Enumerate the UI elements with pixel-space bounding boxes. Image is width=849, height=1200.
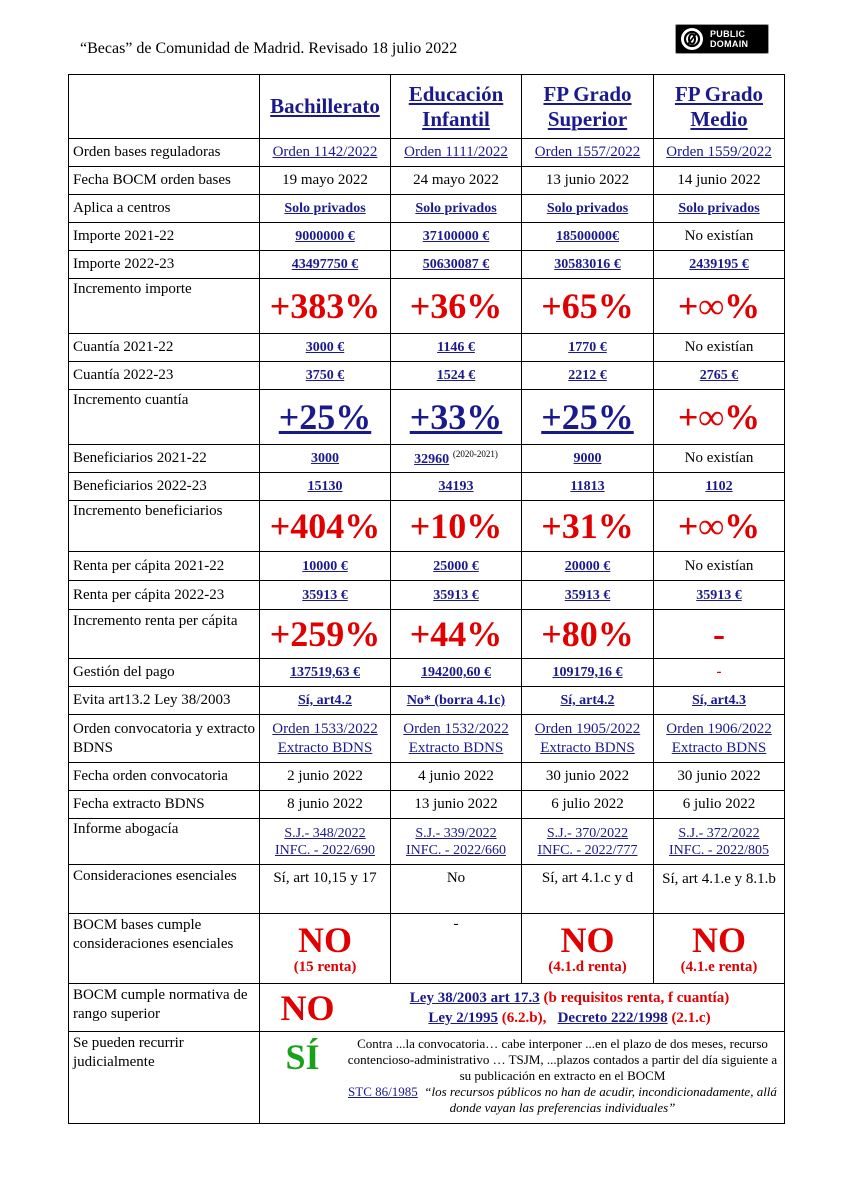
becas-table	[68, 74, 785, 1124]
col-header-bachillerato[interactable]: Bachillerato	[260, 75, 391, 139]
importe-link[interactable]: 30583016 €	[554, 257, 621, 272]
table-row	[69, 715, 785, 763]
row-label: Aplica a centros	[69, 195, 260, 223]
beneficiarios-link[interactable]: 1102	[705, 479, 733, 494]
row-label: Incremento renta per cápita	[69, 610, 260, 659]
infc-link[interactable]: INFC. - 2022/660	[406, 842, 506, 858]
cell-value: 30 junio 2022	[522, 763, 654, 791]
cuantia-link[interactable]: 1146 €	[437, 340, 475, 355]
cell-value: 8 junio 2022	[260, 791, 391, 819]
renta-link[interactable]: 35913 €	[696, 587, 742, 603]
verdict-no: NO	[692, 920, 746, 960]
infc-link[interactable]: INFC. - 2022/777	[537, 842, 638, 858]
cell-value: 14 junio 2022	[654, 167, 785, 195]
evita-link[interactable]: Sí, art4.2	[297, 693, 353, 708]
extracto-bdns-link[interactable]: Extracto BDNS	[277, 739, 373, 756]
ley-38-note: (b requisitos renta, f cuantía)	[543, 989, 730, 1006]
recurso-text: Contra ...la convocatoria… cabe interponer ...en el plazo de dos meses, recurso contencioso-administrativo … TSJM, ...plazos contados a partir del día siguiente a su publicación en extracto en el BOCM	[347, 1036, 778, 1083]
beneficiarios-link[interactable]: 11813	[570, 479, 605, 494]
row-label: Cuantía 2021-22	[69, 334, 260, 362]
importe-link[interactable]: 2439195 €	[689, 257, 749, 272]
beneficiarios-link[interactable]: 32960	[414, 452, 450, 467]
table-row	[69, 610, 785, 659]
beneficiarios-link[interactable]: 15130	[307, 479, 343, 494]
increment-value: +44%	[409, 614, 503, 654]
row-label: Consideraciones esenciales	[69, 865, 260, 914]
table-row	[69, 279, 785, 334]
orden-convocatoria-link[interactable]: Orden 1906/2022	[666, 720, 772, 737]
aplica-link[interactable]: Solo privados	[284, 201, 366, 216]
verdict-note: (4.1.d renta)	[548, 959, 627, 975]
col-header-fp-superior[interactable]: FP Grado Superior	[522, 75, 654, 139]
table-row	[69, 581, 785, 610]
row-label: Orden convocatoria y extracto BDNS	[69, 715, 260, 763]
evita-link[interactable]: Sí, art4.2	[560, 693, 615, 708]
gestion-value: -	[716, 664, 722, 680]
row-label: Fecha orden convocatoria	[69, 763, 260, 791]
cuantia-link[interactable]: 1524 €	[436, 368, 476, 383]
table-row	[69, 984, 785, 1032]
row-label: Incremento cuantía	[69, 390, 260, 445]
aplica-link[interactable]: Solo privados	[546, 201, 629, 216]
cell-value: Sí, art 4.1.c y d	[522, 865, 654, 914]
table-row	[69, 501, 785, 552]
cuantia-link[interactable]: 1770 €	[568, 340, 607, 355]
table-row	[69, 167, 785, 195]
sj-link[interactable]: S.J.- 348/2022	[284, 825, 366, 841]
cell-value: No existían	[654, 552, 785, 581]
period-note: (2020-2021)	[452, 449, 498, 459]
table-row	[69, 659, 785, 687]
ley-38-2003-link[interactable]: Ley 38/2003 art 17.3	[409, 989, 540, 1006]
cell-value: 30 junio 2022	[654, 763, 785, 791]
extracto-bdns-link[interactable]: Extracto BDNS	[540, 739, 635, 756]
row-label: Orden bases reguladoras	[69, 139, 260, 167]
importe-link[interactable]: 50630087 €	[422, 257, 490, 272]
row-label: Beneficiarios 2021-22	[69, 445, 260, 473]
verdict-no: NO	[280, 987, 335, 1028]
stc-quote: “los recursos públicos no han de acudir, incondicionadamente, allá donde vayan las preferencias individuales”	[424, 1084, 777, 1115]
row-label: Evita art13.2 Ley 38/2003	[69, 687, 260, 715]
increment-value: +∞%	[677, 286, 761, 326]
increment-value: +65%	[541, 286, 634, 326]
increment-value: +383%	[269, 286, 381, 326]
stc-86-1985-link[interactable]: STC 86/1985	[348, 1084, 418, 1099]
cell-value: 13 junio 2022	[391, 791, 522, 819]
increment-value: +∞%	[677, 506, 761, 546]
cell-value: No existían	[654, 223, 785, 251]
orden-convocatoria-link[interactable]: Orden 1532/2022	[403, 720, 509, 737]
table-row	[69, 791, 785, 819]
cell-value: 6 julio 2022	[522, 791, 654, 819]
orden-convocatoria-link[interactable]: Orden 1905/2022	[534, 720, 641, 737]
row-label: Fecha BOCM orden bases	[69, 167, 260, 195]
public-domain-icon	[681, 28, 703, 50]
table-row	[69, 362, 785, 390]
verdict-note: (15 renta)	[293, 959, 357, 975]
cuantia-link[interactable]: 3000 €	[305, 340, 345, 355]
table-row	[69, 865, 785, 914]
extracto-bdns-link[interactable]: Extracto BDNS	[408, 739, 504, 756]
aplica-link[interactable]: Solo privados	[415, 201, 497, 216]
page-title: “Becas” de Comunidad de Madrid. Revisado 18 julio 2022	[80, 40, 458, 57]
orden-convocatoria-link[interactable]: Orden 1533/2022	[272, 720, 378, 737]
row-label: Incremento beneficiarios	[69, 501, 260, 552]
cell-value: No existían	[654, 445, 785, 473]
extracto-bdns-link[interactable]: Extracto BDNS	[671, 739, 767, 756]
row-label: BOCM cumple normativa de rango superior	[69, 984, 260, 1032]
row-label: Beneficiarios 2022-23	[69, 473, 260, 501]
increment-value: +259%	[269, 614, 381, 654]
gestion-link[interactable]: 137519,63 €	[290, 665, 360, 680]
row-label: Incremento importe	[69, 279, 260, 334]
cell-value: 4 junio 2022	[391, 763, 522, 791]
verdict-no: NO	[298, 920, 352, 960]
verdict-no: NO	[560, 920, 615, 960]
header-row	[69, 75, 785, 139]
table-row	[69, 763, 785, 791]
row-label: Gestión del pago	[69, 659, 260, 687]
increment-link[interactable]: +25%	[278, 397, 372, 437]
cell-value: -	[391, 914, 522, 984]
increment-value: +∞%	[677, 397, 761, 437]
importe-link[interactable]: 18500000€	[556, 229, 619, 244]
aplica-link[interactable]: Solo privados	[678, 201, 760, 216]
row-label: Importe 2021-22	[69, 223, 260, 251]
cuantia-link[interactable]: 2212 €	[568, 368, 607, 383]
cell-value: 13 junio 2022	[522, 167, 654, 195]
cell-value: No existían	[654, 334, 785, 362]
increment-value: +10%	[409, 506, 503, 546]
beneficiarios-link[interactable]: 34193	[438, 479, 474, 494]
public-domain-label: PUBLIC DOMAIN	[710, 29, 749, 49]
sj-link[interactable]: S.J.- 372/2022	[678, 825, 760, 841]
row-label: Fecha extracto BDNS	[69, 791, 260, 819]
row-label: BOCM bases cumple consideraciones esenciales	[69, 914, 260, 984]
renta-link[interactable]: 10000 €	[302, 558, 348, 574]
table-row	[69, 334, 785, 362]
renta-link[interactable]: 25000 €	[433, 558, 479, 574]
public-domain-badge[interactable]	[675, 24, 769, 54]
infc-link[interactable]: INFC. - 2022/690	[275, 842, 375, 858]
cuantia-link[interactable]: 2765 €	[699, 368, 739, 383]
orden-bases-link[interactable]: Orden 1557/2022	[534, 144, 641, 160]
gestion-link[interactable]: 194200,60 €	[421, 665, 491, 680]
ley-2-note: (6.2.b),	[501, 1009, 547, 1026]
header-corner	[69, 75, 260, 139]
cell-value: 2 junio 2022	[260, 763, 391, 791]
orden-bases-link[interactable]: Orden 1559/2022	[666, 144, 772, 160]
row-label: Cuantía 2022-23	[69, 362, 260, 390]
table-row	[69, 195, 785, 223]
sj-link[interactable]: S.J.- 370/2022	[546, 825, 629, 841]
increment-value: -	[713, 614, 725, 654]
verdict-note: (4.1.e renta)	[680, 959, 758, 975]
cuantia-link[interactable]: 3750 €	[305, 368, 345, 383]
table-row	[69, 473, 785, 501]
decreto-222-1998-link[interactable]: Decreto 222/1998	[557, 1009, 668, 1026]
table-row	[69, 390, 785, 445]
cell-value: 24 mayo 2022	[391, 167, 522, 195]
verdict-si: SÍ	[285, 1037, 320, 1077]
orden-bases-link[interactable]: Orden 1142/2022	[272, 144, 378, 160]
increment-link[interactable]: +25%	[541, 397, 634, 437]
col-header-infantil[interactable]: Educación Infantil	[391, 75, 522, 139]
renta-link[interactable]: 20000 €	[564, 558, 611, 574]
cell-value: Sí, art 10,15 y 17	[260, 865, 391, 914]
increment-value: +31%	[541, 506, 634, 546]
table-row	[69, 251, 785, 279]
gestion-link[interactable]: 109179,16 €	[552, 665, 623, 680]
table-row	[69, 914, 785, 984]
importe-link[interactable]: 43497750 €	[291, 257, 359, 272]
row-label: Informe abogacía	[69, 819, 260, 865]
ley-2-1995-link[interactable]: Ley 2/1995	[428, 1009, 498, 1026]
importe-link[interactable]: 9000000 €	[295, 229, 355, 244]
cell-value: 19 mayo 2022	[260, 167, 391, 195]
orden-bases-link[interactable]: Orden 1111/2022	[404, 144, 508, 160]
renta-link[interactable]: 35913 €	[302, 587, 348, 603]
beneficiarios-link[interactable]: 9000	[573, 451, 602, 466]
increment-value: +36%	[409, 286, 503, 326]
increment-value: +404%	[269, 506, 381, 546]
row-label: Renta per cápita 2022-23	[69, 581, 260, 610]
renta-link[interactable]: 35913 €	[564, 587, 611, 603]
table-row	[69, 552, 785, 581]
table-row	[69, 687, 785, 715]
decreto-note: (2.1.c)	[671, 1009, 711, 1026]
table-row	[69, 445, 785, 473]
infc-link[interactable]: INFC. - 2022/805	[669, 842, 769, 858]
table-row	[69, 139, 785, 167]
importe-link[interactable]: 37100000 €	[422, 229, 490, 244]
row-label: Renta per cápita 2021-22	[69, 552, 260, 581]
evita-link[interactable]: Sí, art4.3	[691, 693, 747, 708]
sj-link[interactable]: S.J.- 339/2022	[415, 825, 497, 841]
col-header-fp-medio[interactable]: FP Grado Medio	[654, 75, 785, 139]
table-row	[69, 819, 785, 865]
row-label: Importe 2022-23	[69, 251, 260, 279]
cell-value: No	[391, 865, 522, 914]
increment-value: +80%	[541, 614, 634, 654]
renta-link[interactable]: 35913 €	[433, 587, 479, 603]
increment-link[interactable]: +33%	[409, 397, 503, 437]
cell-value: Sí, art 4.1.e y 8.1.b	[654, 865, 785, 914]
row-label: Se pueden recurrir judicialmente	[69, 1032, 260, 1124]
evita-link[interactable]: No* (borra 4.1c)	[406, 693, 506, 708]
beneficiarios-link[interactable]: 3000	[311, 451, 339, 466]
cell-value: 6 julio 2022	[654, 791, 785, 819]
table-row	[69, 1032, 785, 1124]
table-row	[69, 223, 785, 251]
